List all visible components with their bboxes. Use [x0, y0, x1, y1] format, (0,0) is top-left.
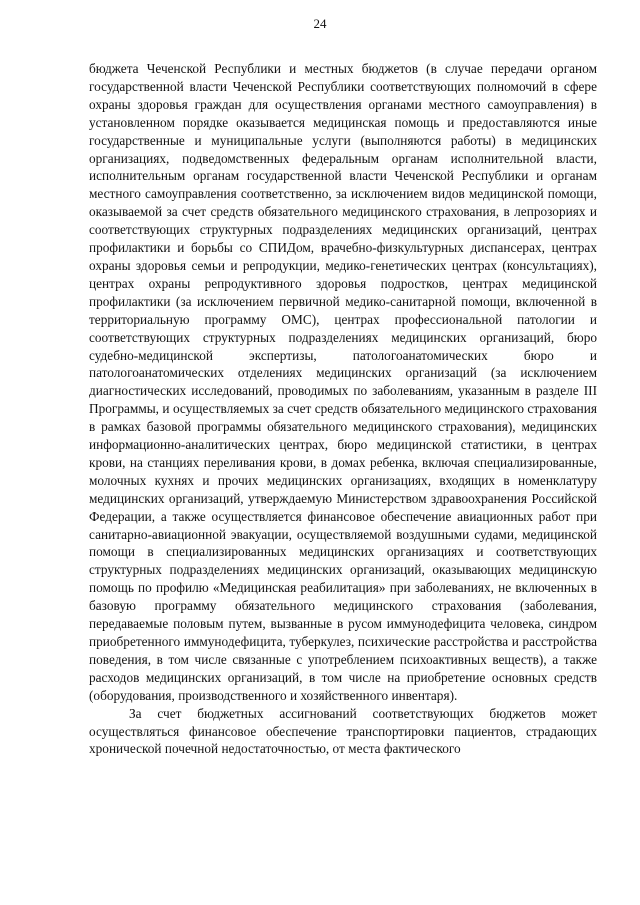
page-number: 24 — [313, 16, 327, 31]
paragraph-transport-financing: За счет бюджетных ассигнований соответствующих бюджетов может осуществляться финансовое обеспечение транспортировки пациентов, страдающих хронической почечной недостаточностью, от места фактического — [89, 705, 597, 757]
body-text — [89, 60, 597, 758]
paragraph-continuation: бюджета Чеченской Республики и местных бюджетов (в случае передачи органом государственной власти Чеченской Республики соответствующих полномочий в сфере охраны здоровья граждан для осуществления органами местного самоуправления) в установленном порядке оказывается медицинская помощь и предоставляются иные государственные и муниципальные услуги (выполняются работы) в медицинских организациях, подведомственных федеральным органам исполнительной власти, исполнительным органам государственной власти Чеченской Республики и органам местного самоуправления соответственно, за исключением видов медицинской помощи, оказываемой за счет средств обязательного медицинского страхования, в лепрозориях и соответствующих структурных подразделениях медицинских организаций, центрах профилактики и борьбы со СПИДом, врачебно-физкультурных диспансерах, центрах охраны здоровья семьи и репродукции, медико-генетических центрах (консультациях), центрах охраны репродуктивного здоровья подростков, центрах медицинской профилактики (за исключением первичной медико-санитарной помощи, включенной в территориальную программу ОМС), центрах профессиональной патологии и соответствующих структурных подразделениях медицинских организаций, бюро судебно-медицинской экспертизы, патологоанатомических бюро и патологоанатомических отделениях медицинских организаций (за исключением диагностических исследований, проводимых по заболеваниям, указанным в разделе III Программы, и осуществляемых за счет средств обязательного медицинского страхования в рамках базовой программы обязательного медицинского страхования), медицинских информационно-аналитических центрах, бюро медицинской статистики, в центрах крови, на станциях переливания крови, в домах ребенка, включая специализированные, молочных кухнях и прочих медицинских организациях, входящих в номенклатуру медицинских организаций, утверждаемую Министерством здравоохранения Российской Федерации, а также осуществляется финансовое обеспечение авиационных работ при санитарно-авиационной эвакуации, осуществляемой воздушными судами, медицинской помощи в специализированных медицинских организациях и соответствующих структурных подразделениях медицинских организаций, оказывающих медицинскую помощь по профилю «Медицинская реабилитация» при заболеваниях, не включенных в базовую программу обязательного медицинского страхования (заболевания, передаваемые половым путем, вызванные в русом иммунодефицита человека, синдром приобретенного иммунодефицита, туберкулез, психические расстройства и расстройства поведения, в том числе связанные с употреблением психоактивных веществ), а также расходов медицинских организаций, в том числе на приобретение основных средств (оборудования, производственного и хозяйственного инвентаря). — [89, 61, 597, 703]
